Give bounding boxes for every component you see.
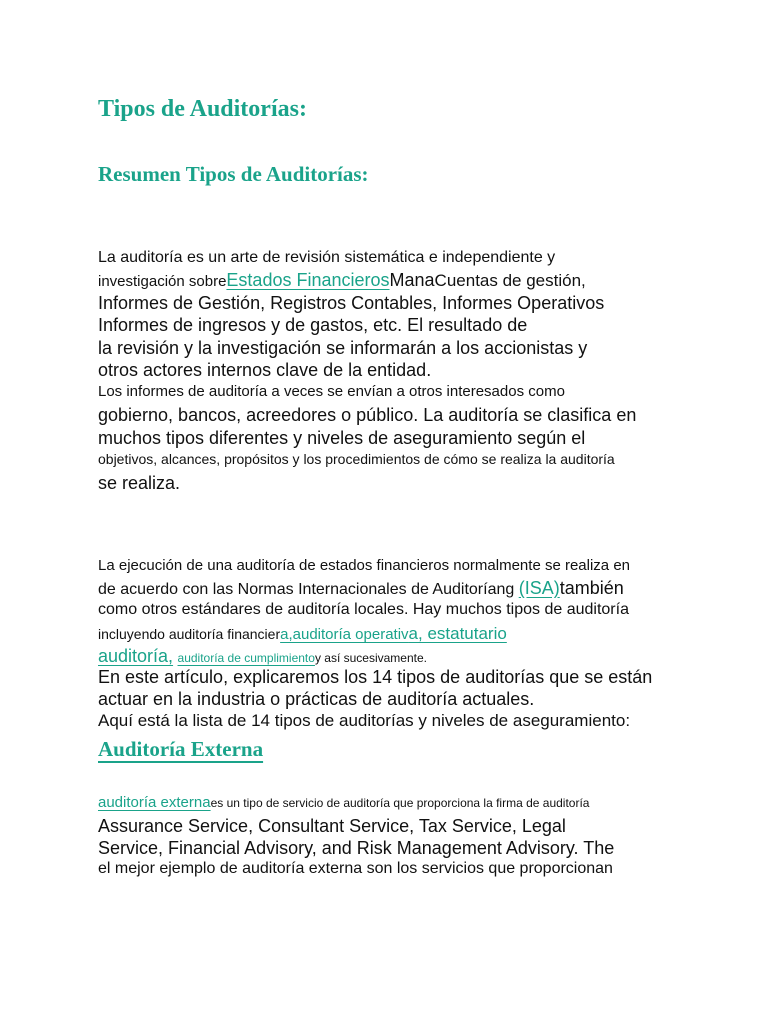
para3-line2: Assurance Service, Consultant Service, Tax Service, Legal (98, 816, 566, 836)
para2-line5 (98, 646, 427, 667)
para2-line7: actuar en la industria o prácticas de auditoría actuales. (98, 689, 535, 709)
para1-text: investigación sobre (98, 273, 227, 290)
para1-line8: gobierno, bancos, acreedores o público. La auditoría se clasifica en (98, 405, 637, 425)
para2-text: incluyendo auditoría financier (98, 626, 281, 642)
para1-line10: objetivos, alcances, propósitos y los procedimientos de cómo se realiza la auditoría (98, 451, 615, 467)
summary-heading: Resumen Tipos de Auditorías: (98, 162, 369, 186)
para1-line11: se realiza. (98, 473, 181, 493)
para1-line7: Los informes de auditoría a veces se envían a otros interesados como (98, 383, 565, 400)
isa-link[interactable]: (ISA) (518, 578, 560, 598)
para2-line3: como otros estándares de auditoría locales. Hay muchos tipos de auditoría (98, 601, 629, 618)
external-audit-heading: Auditoría Externa (98, 737, 264, 761)
operational-audit-link[interactable]: a,auditoría operativ (280, 626, 409, 643)
para1-line1: La auditoría es un arte de revisión sistemática e independiente y (98, 249, 556, 266)
para2-text: y así sucesivamente. (314, 651, 427, 665)
para2-text: también (559, 578, 624, 598)
para2-text: de acuerdo con las Normas Internacionales de Auditoríang (98, 581, 519, 598)
financial-statements-link[interactable]: Estados Financieros (226, 270, 390, 290)
para1-text: Cuentas de gestión, (434, 271, 586, 290)
para1-text: Mana (389, 270, 435, 290)
para1-line9: muchos tipos diferentes y niveles de aseguramiento según el (98, 428, 586, 448)
para2-line1: La ejecución de una auditoría de estados financieros normalmente se realiza en (98, 557, 631, 574)
para2-line8: Aquí está la lista de 14 tipos de auditorías y niveles de aseguramiento: (98, 711, 631, 730)
page-title: Tipos de Auditorías: (98, 96, 307, 122)
para1-line2 (98, 270, 586, 291)
para1-line4: Informes de ingresos y de gastos, etc. El resultado de (98, 315, 528, 335)
para3-line1 (98, 794, 589, 812)
para2-line6: En este artículo, explicaremos los 14 tipos de auditorías que se están (98, 667, 653, 687)
para2-line2 (98, 578, 624, 599)
para3-line4: el mejor ejemplo de auditoría externa son los servicios que proporcionan (98, 860, 613, 877)
para3-text: es un tipo de servicio de auditoría que proporciona la firma de auditoría (210, 796, 590, 810)
external-audit-link[interactable]: auditoría externa (98, 794, 211, 811)
statutory-link[interactable]: a, estatutario (408, 624, 507, 643)
statutory-audit-link[interactable]: auditoría, (98, 646, 174, 666)
para2-line4 (98, 624, 507, 644)
para1-line5: la revisión y la investigación se informarán a los accionistas y (98, 338, 588, 358)
para1-line3: Informes de Gestión, Registros Contables, Informes Operativos (98, 293, 605, 313)
para1-line6: otros actores internos clave de la entidad. (98, 360, 432, 380)
para3-line3: Service, Financial Advisory, and Risk Management Advisory. The (98, 838, 615, 858)
compliance-audit-link[interactable]: auditoría de cumplimiento (177, 651, 315, 665)
